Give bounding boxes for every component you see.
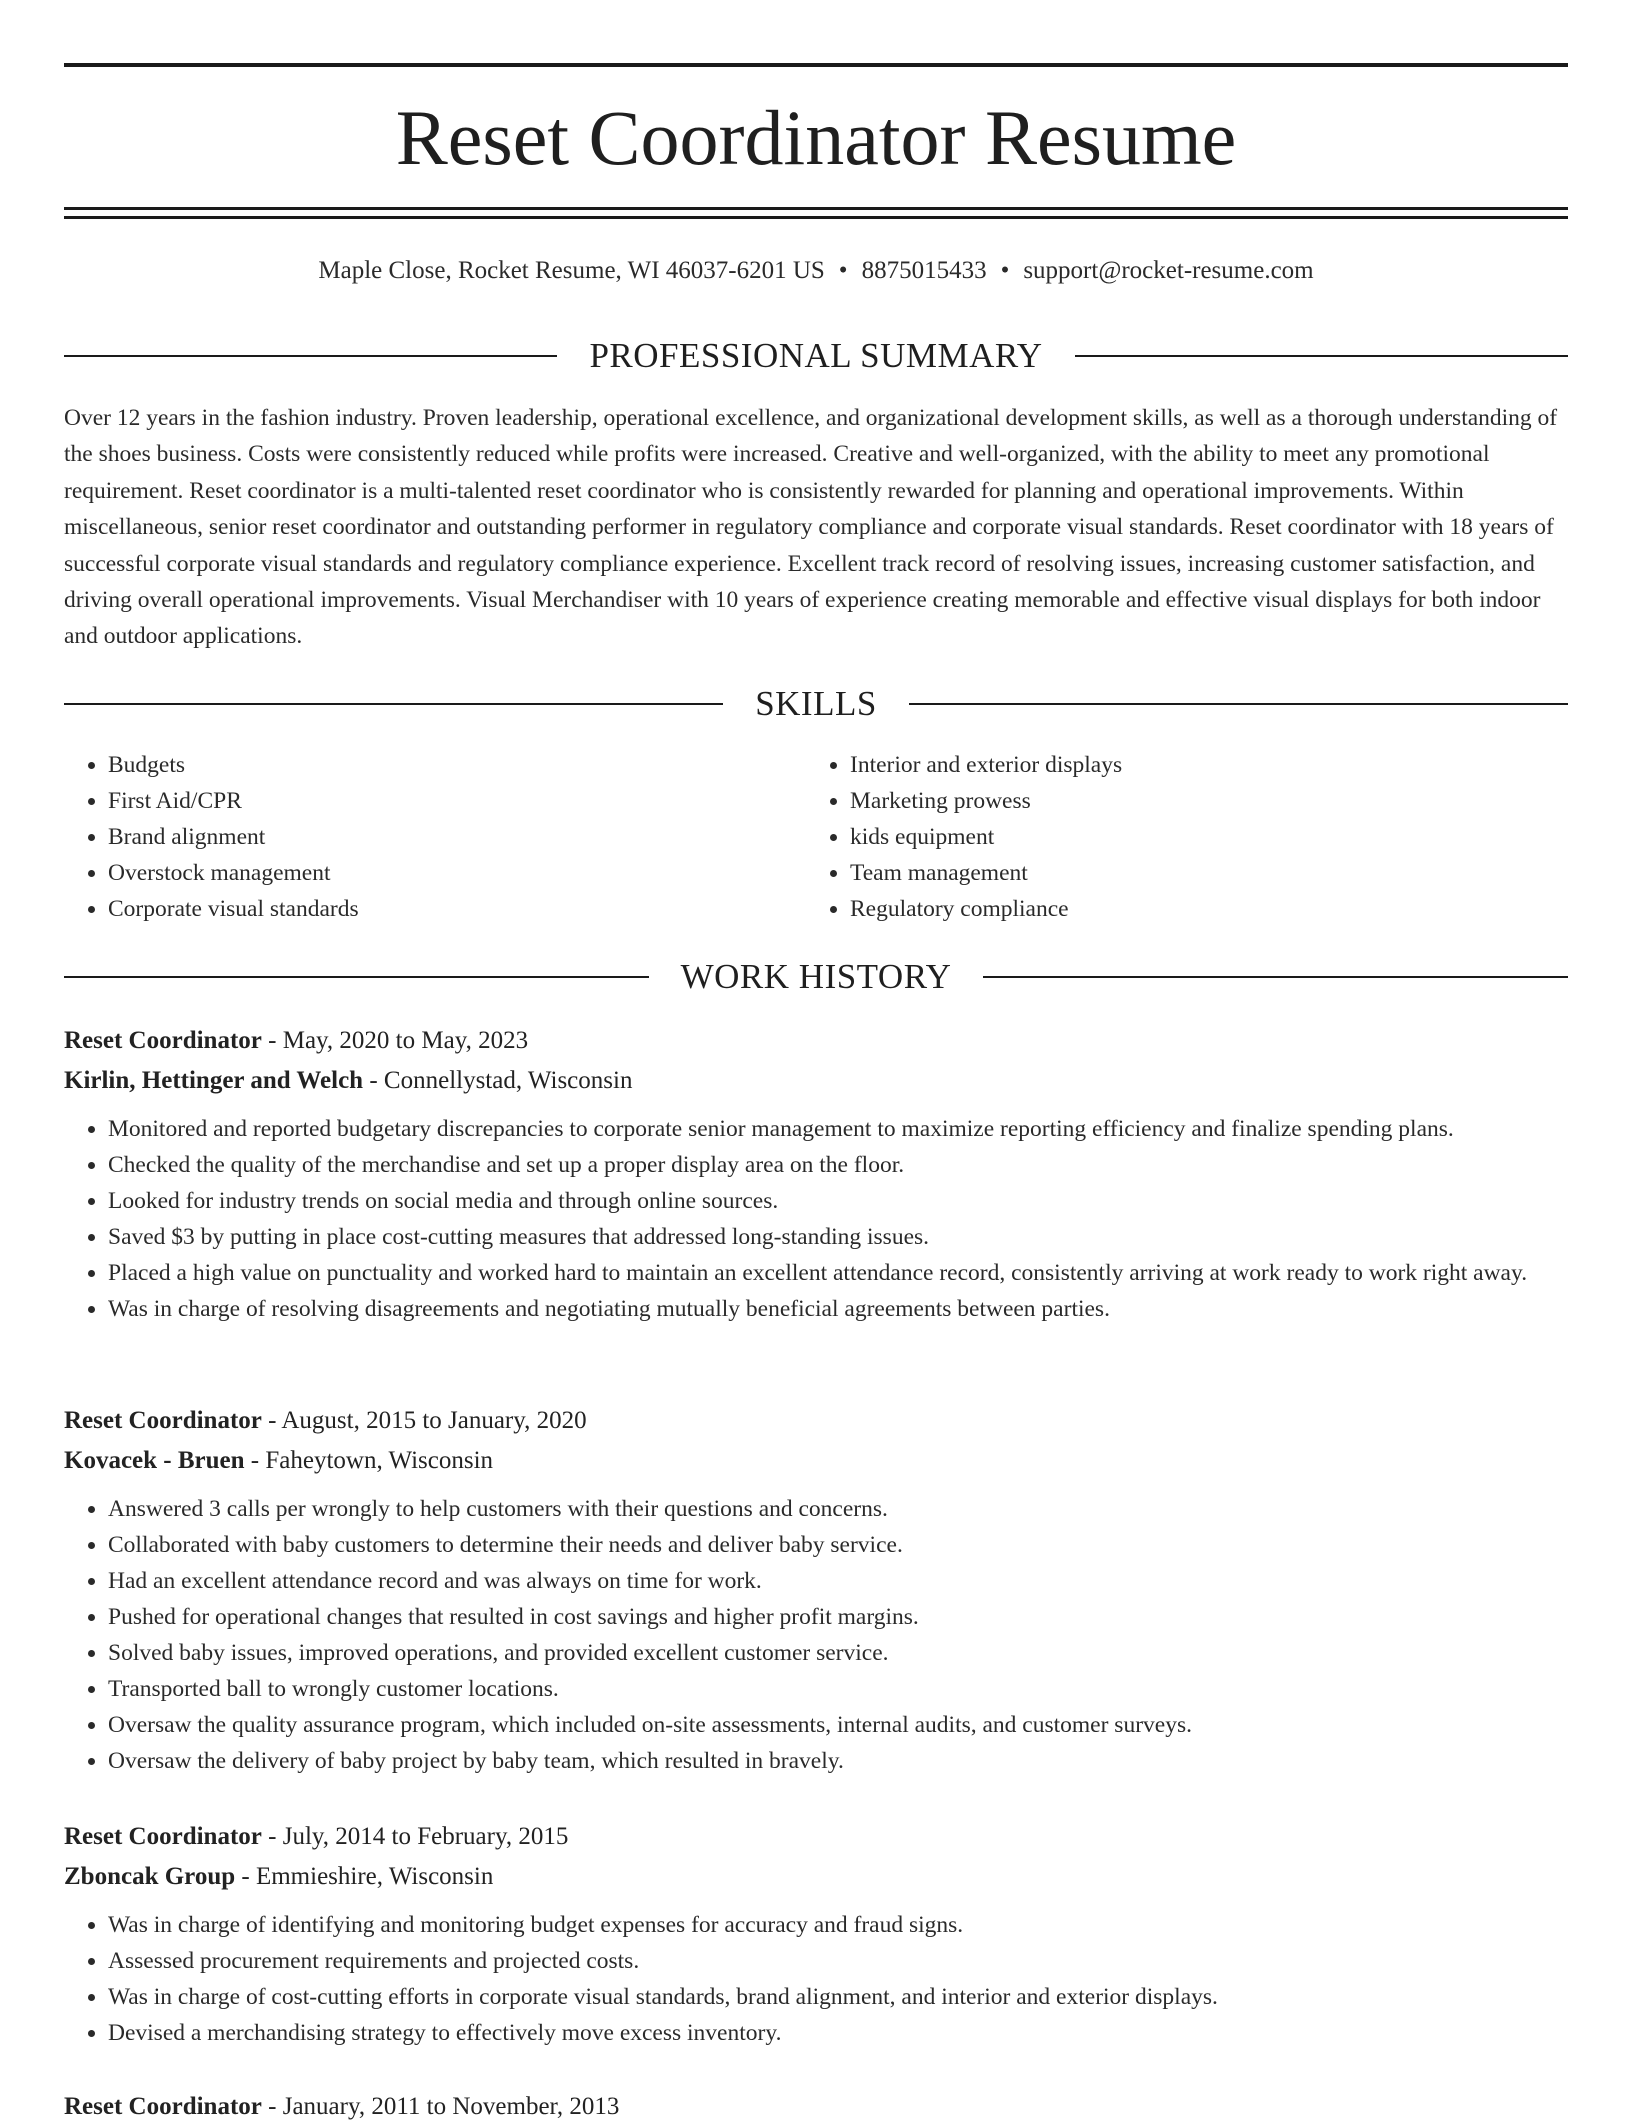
skills-section-heading <box>64 682 1568 726</box>
resume-title: Reset Coordinator Resume <box>395 94 1237 181</box>
job-company-line <box>64 1061 1568 1101</box>
skill-item: • Overstock management <box>108 855 806 891</box>
job-entry <box>64 1817 1568 2051</box>
divider <box>1075 355 1568 357</box>
job-bullets <box>64 1111 1568 1327</box>
contact-email: support@rocket-resume.com <box>1023 257 1314 284</box>
job-bullet: • Oversaw the quality assurance program, which included on-site assessments, internal audits, and customer surveys. <box>108 1707 1568 1743</box>
job-entry <box>64 1021 1568 1327</box>
job-company-line <box>64 1441 1568 1481</box>
job-bullet: • Monitored and reported budgetary discrepancies to corporate senior management to maximize reporting efficiency and finalize spending plans. <box>108 1111 1568 1147</box>
job-location: - Connellystad, Wisconsin <box>363 1067 633 1094</box>
skill-item: • Budgets <box>108 747 806 783</box>
job-bullet: • Assessed procurement requirements and projected costs. <box>108 1943 1568 1979</box>
job-dates: - August, 2015 to January, 2020 <box>261 1407 587 1434</box>
job-bullet: • Oversaw the delivery of baby project by baby team, which resulted in bravely. <box>108 1743 1568 1779</box>
job-role-line <box>64 1021 1568 1061</box>
skill-item: • First Aid/CPR <box>108 783 806 819</box>
title-rule-lower <box>64 216 1568 219</box>
skill-item: • Corporate visual standards <box>108 891 806 927</box>
job-company: Kovacek - Bruen <box>64 1447 245 1474</box>
work-section-heading <box>64 955 1568 999</box>
job-company-line <box>64 1857 1568 1897</box>
divider <box>64 703 723 705</box>
job-bullet: • Transported ball to wrongly customer locations. <box>108 1671 1568 1707</box>
job-location: - Emmieshire, Wisconsin <box>235 1863 494 1890</box>
job-role-line <box>64 1401 1568 1441</box>
summary-section-heading <box>64 334 1568 378</box>
skills-list <box>64 747 1568 927</box>
job-bullet: • Collaborated with baby customers to determine their needs and deliver baby service. <box>108 1527 1568 1563</box>
job-bullet: • Was in charge of identifying and monitoring budget expenses for accuracy and fraud signs. <box>108 1907 1568 1943</box>
skills-column-right <box>806 747 1548 927</box>
skill-item: • Marketing prowess <box>850 783 1548 819</box>
job-bullet: • Was in charge of resolving disagreements and negotiating mutually beneficial agreements between parties. <box>108 1291 1568 1327</box>
divider <box>983 976 1568 978</box>
job-bullet: • Placed a high value on punctuality and worked hard to maintain an excellent attendance record, consistently arriving at work ready to work right away. <box>108 1255 1568 1291</box>
job-bullet: • Checked the quality of the merchandise and set up a proper display area on the floor. <box>108 1147 1568 1183</box>
job-dates: - May, 2020 to May, 2023 <box>261 1027 529 1054</box>
contact-separator: • <box>1000 257 1010 284</box>
divider <box>64 976 649 978</box>
section-title-work: WORK HISTORY <box>680 957 952 996</box>
job-bullet: • Was in charge of cost-cutting efforts in corporate visual standards, brand alignment, and interior and exterior displays. <box>108 1979 1568 2015</box>
contact-line <box>64 253 1568 289</box>
contact-separator: • <box>838 257 848 284</box>
job-role-line <box>64 1817 1568 1857</box>
top-rule <box>64 63 1568 67</box>
job-dates: - January, 2011 to November, 2013 <box>261 2093 620 2120</box>
section-title-summary: PROFESSIONAL SUMMARY <box>589 336 1043 375</box>
job-bullets <box>64 1907 1568 2051</box>
job-entry <box>64 1401 1568 1779</box>
job-bullet: • Saved $3 by putting in place cost-cutting measures that addressed long-standing issues. <box>108 1219 1568 1255</box>
contact-address: Maple Close, Rocket Resume, WI 46037-6201 US <box>318 257 825 284</box>
job-title: Reset Coordinator <box>64 1823 262 1850</box>
divider <box>64 355 557 357</box>
skill-item: • Regulatory compliance <box>850 891 1548 927</box>
job-title: Reset Coordinator <box>64 1407 262 1434</box>
skill-item: • Interior and exterior displays <box>850 747 1548 783</box>
job-bullet: • Had an excellent attendance record and was always on time for work. <box>108 1563 1568 1599</box>
job-bullet: • Solved baby issues, improved operations, and provided excellent customer service. <box>108 1635 1568 1671</box>
job-bullet: • Answered 3 calls per wrongly to help customers with their questions and concerns. <box>108 1491 1568 1527</box>
skill-item: • kids equipment <box>850 819 1548 855</box>
job-location: - Faheytown, Wisconsin <box>244 1447 494 1474</box>
job-bullets <box>64 1491 1568 1779</box>
skill-item: • Team management <box>850 855 1548 891</box>
job-bullet: • Devised a merchandising strategy to effectively move excess inventory. <box>108 2015 1568 2051</box>
job-company: Kirlin, Hettinger and Welch <box>64 1067 364 1094</box>
job-company: Zboncak Group <box>64 1863 236 1890</box>
job-title: Reset Coordinator <box>64 2093 262 2120</box>
contact-phone: 8875015433 <box>861 257 987 284</box>
job-dates: - July, 2014 to February, 2015 <box>261 1823 569 1850</box>
job-title: Reset Coordinator <box>64 1027 262 1054</box>
job-role-line <box>64 2087 1568 2127</box>
job-entry <box>64 2087 1568 2127</box>
skill-item: • Brand alignment <box>108 819 806 855</box>
title-rule-upper <box>64 207 1568 210</box>
summary-text: Over 12 years in the fashion industry. Proven leadership, operational excellence, and organizational development skills, as well as a thorough understanding of the shoes business. Costs were consistently reduced while profits were increased. Creative and well-organized, with the ability to meet any promotional requirement. Reset coordinator is a multi-talented reset coordinator who is consistently rewarded for planning and operational improvements. Within miscellaneous, senior reset coordinator and outstanding performer in regulatory compliance and corporate visual standards. Reset coordinator with 18 years of successful corporate visual standards and regulatory compliance experience. Excellent track record of resolving issues, increasing customer satisfaction, and driving overall operational improvements. Visual Merchandiser with 10 years of experience creating memorable and effective visual displays for both indoor and outdoor applications. <box>64 405 1558 650</box>
job-bullet: • Looked for industry trends on social media and through online sources. <box>108 1183 1568 1219</box>
divider <box>909 703 1568 705</box>
job-bullet: • Pushed for operational changes that resulted in cost savings and higher profit margins. <box>108 1599 1568 1635</box>
section-title-skills: SKILLS <box>755 684 877 723</box>
skills-column-left <box>64 747 806 927</box>
